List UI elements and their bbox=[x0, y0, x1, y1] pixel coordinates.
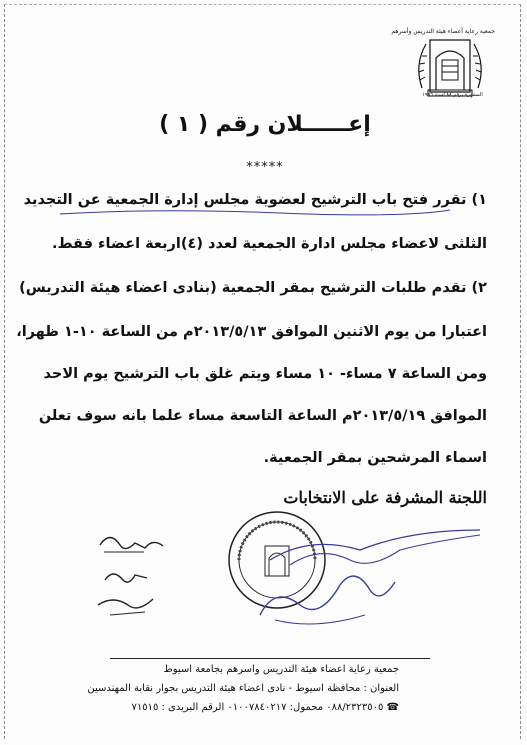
body-line-1: ١) تقرر فتح باب الترشيح لعضوية مجلس إدارة الجمعية عن التجديد bbox=[23, 192, 487, 208]
body-line-5: ومن الساعة ٧ مساء- ١٠ مساء ويتم غلق باب الترشيح يوم الاحد bbox=[43, 366, 487, 382]
separator-stars: ***** bbox=[246, 160, 284, 175]
association-logo bbox=[410, 30, 490, 100]
signatures bbox=[90, 520, 510, 650]
committee-title: اللجنة المشرفة على الانتخابات bbox=[283, 488, 487, 507]
body-line-3: ٢) تقدم طلبات الترشيح بمقر الجمعية (بنادى اعضاء هيئة التدريس) bbox=[19, 280, 487, 296]
footer-divider bbox=[110, 658, 430, 659]
body-line-2: الثلثى لاعضاء مجلس ادارة الجمعية لعدد (٤)اربعة اعضاء فقط. bbox=[52, 236, 487, 252]
logo-caption: جمعية رعاية أعضاء هيئة التدريس وأسرهم bbox=[391, 28, 495, 35]
body-line-6: الموافق ٢٠١٣/٥/١٩م الساعة التاسعة مساء علما بانه سوف تعلن bbox=[38, 408, 487, 424]
footer-address: العنوان : محافظة اسيوط - نادى اعضاء هيئة التدريس بجوار نقابة المهندسين bbox=[87, 683, 399, 694]
announcement-title: إعــــــلان رقم ( ١ ) bbox=[159, 112, 371, 137]
body-line-4: اعتبارا من يوم الاثنين الموافق ٢٠١٣/٥/١٣م من الساعة ١٠-١ ظهرا، bbox=[16, 324, 487, 340]
footer-contact: ☎ ٠٨٨/٢٣٢٣٥٠٥ محمول: ٠١٠٠٧٨٤٠٢١٧ الرقم البريدى : ٧١٥١٥ bbox=[131, 702, 399, 713]
body-line-7: اسماء المرشحين بمقر الجمعية. bbox=[263, 450, 487, 466]
logo-registration-text: المشهرة برقم ٨٨ لسنة ١٩٩٦ bbox=[422, 92, 483, 98]
footer-association-name: جمعية رعاية اعضاء هيئة التدريس واسرهم بجامعة اسيوط bbox=[163, 664, 399, 675]
